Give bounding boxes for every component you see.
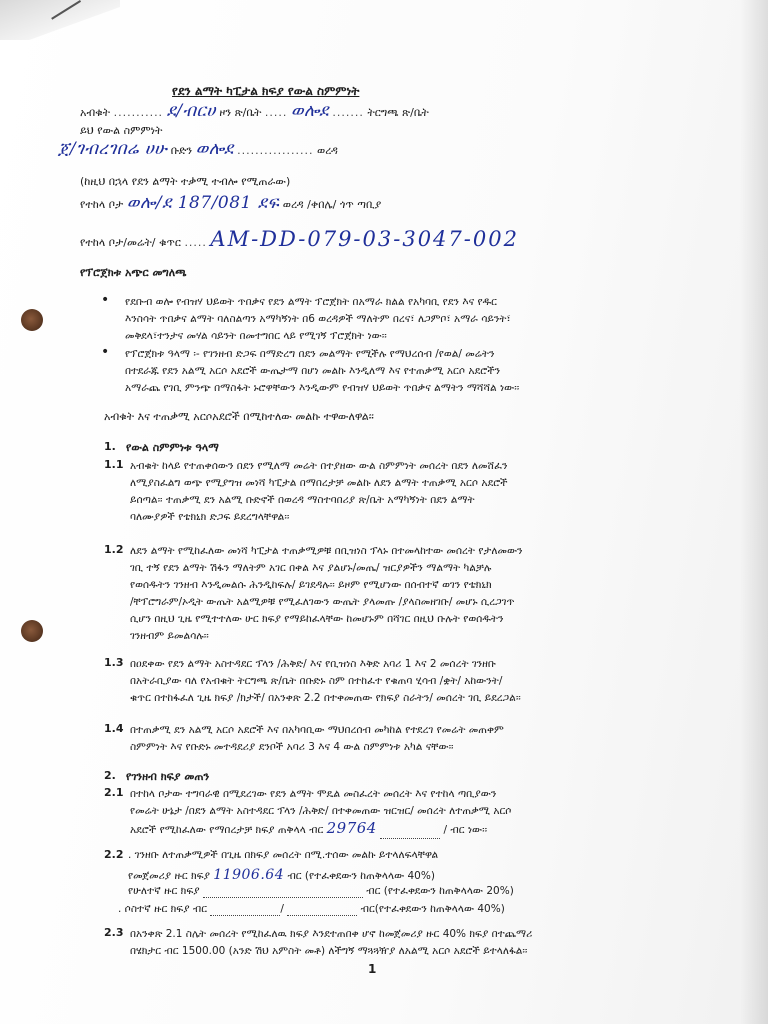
header-line-3 [58, 139, 338, 159]
woreda-label: ወረዳ [317, 144, 338, 157]
text-line: በአትራቢያው ባለ የአብቁት ትርግጫ ጽ/ቤት በቡድኑ ስም በተከፈተ የቁጠባ ሂሳብ /ቋት/ አከውንት/ [130, 675, 503, 687]
section-heading: የገንዘብ ክፍያ መጠን [126, 770, 210, 783]
header-line-5 [80, 193, 382, 213]
site-label: የተከላ ቦታ [80, 198, 124, 211]
text-line: ገቢ ተኝ የደን ልማት ሽፋን ማለትም አገር በቀል እና ያልሆኑ/መጤ/ ዝርያዎችን ማልማት ካልቻሉ [130, 562, 492, 574]
dotted-blank: ....... [332, 106, 364, 119]
dotted-blank: ........... [113, 106, 164, 119]
installment-row-3: . ሶስተኛ ዙር ክፍያ ብር / ብር(የተፈቀደውን ከጠቅላላው 40%) [118, 903, 505, 915]
text-line: ለደን ልማት የሚከፈለው መነሻ ካፒታል ተጠቃሚዎቹ በቢዝነስ ፕላኑ በተመላከተው መሰረት የታለመውን [130, 545, 523, 557]
text-line: ለሚያስፈልግ ወጭ የሚያግዝ መነሻ ካፒታል በማበረታቻ መልኩ ለደን ልማት ተጠቃሚ አርሶ አደሮች [130, 477, 508, 489]
clause-1-1 [130, 458, 690, 526]
clause-number: 1.1 [104, 458, 124, 471]
text-line: ይሰጣል፡፡ ተጠቃሚ ደን አልሚ ቡድኖች በወረዳ ማስተባበሪያ ጽ/ቤት አማካኝነት በደን ልማት [130, 494, 475, 506]
clause-number: 2.1 [104, 786, 124, 799]
office-label: ትርግጫ ጽ/ቤት [367, 106, 429, 119]
section-heading: የውል ስምምነቱ ዓላማ [126, 441, 219, 454]
amount-blank [380, 838, 440, 839]
text-line: አማራጨ የገቢ ምንጭ በማስፋት ኑሮዋቸውን እንዲውም የብዝሃ ህይወት ጥበቃና ልማትን ማሻሻል ነው፡፡ [125, 382, 520, 394]
amount-blank [203, 897, 363, 898]
clause-1-3 [130, 656, 690, 707]
section-number: 2. [104, 769, 116, 782]
text-line: ስምምነት እና የቡድኑ መተዳደሪያ ደንቦች አባሪ 3 እና 4 ውል ስምምነቱ አካል ናቸው፡፡ [130, 741, 454, 753]
bullet-paragraph-2 [125, 346, 700, 397]
section-number: 1. [104, 440, 116, 453]
text-fragment: / ብር ነው፡፡ [443, 824, 488, 836]
handwritten-beneficiary-name: ጀ/ገብረገበሬ ሀሁ [58, 139, 168, 159]
text-line: የደቡብ ወሎ የብዝሃ ህይወት ጥበቃና የደን ልማት ፕሮጀክት በአማራ ክልል የአካባቢ የደን እና የዱር [125, 296, 497, 308]
team-label: ቡድን [170, 144, 193, 157]
text-line: የመሬት ሁኔታ /በደን ልማት አስተዳደር ፕላን /ሕቅድ/ በተቀመጠው ዝርዝር/ መሰረት ለተጠቃሚ አርሶ [130, 805, 512, 817]
amount-blank [210, 915, 280, 916]
handwritten-zone: ወሎደ [290, 101, 329, 121]
header-line-6 [80, 227, 519, 251]
party-label: አብቁት [80, 106, 111, 119]
bullet-paragraph-1 [125, 294, 700, 345]
text-line [130, 820, 690, 839]
clause-1-4 [130, 722, 690, 756]
installment-percent: ብር(የተፈቀደውን ከጠቅላላው 40%) [360, 903, 505, 915]
text-line: ሲሆን በዚህ ጊዜ የሚተተለው ሁር ክፍያ የማይከፈላቸው ከመሆኑም በሻገር በዚህ ቡሉት የወሰዱትን [130, 613, 504, 625]
text-line: አብቁት ከላይ የተጠቀሰውን በደን የሚለማ መሬት በተያዘው ውል ስምምነት መሰረት በደን ለመሸፈን [130, 460, 508, 472]
clause-2-3 [130, 926, 690, 960]
punch-hole [21, 309, 43, 331]
document-title: የደን ልማት ካፒታል ክፍያ የውል ስምምነት [172, 84, 360, 98]
text-line: በሄክታር ብር 1500.00 (አንድ ሽህ አምስት መቶ) ለችግኝ ማጓጓዥያ ለአልሚ አርሶ አደሮች ይተላለፋል፡፡ [130, 945, 528, 957]
text-line: እንስሳት ጥበቃና ልማት ባለስልጣን አማካኝነት በ6 ወረዳዎች ማለትም በረና፣ ለጋምቦ፣ አማራ ሳይንት፣ [125, 313, 511, 325]
text-line: በዐደቀው የደን ልማት አስተዳደር ፕላን /ሕቅድ/ እና የቢዝነስ እቅድ አባሪ 1 እና 2 መሰረት ገንዘቡ [130, 658, 497, 670]
installment-percent: ብር (የተፈቀደውን ከጠቅላላው 40%) [287, 870, 435, 882]
handwritten-plot-number: AM-DD-079-03-3047-002 [210, 227, 519, 251]
header-line-2: ይህ የውል ስምምነት [80, 124, 163, 137]
handwritten-site: ወሎ/ደ 187/081 ደፍ [126, 193, 280, 213]
handwritten-team: ወሎደ [195, 139, 234, 159]
bullet-dot: • [101, 292, 110, 308]
clause-number: 1.3 [104, 656, 124, 669]
page-number: 1 [368, 962, 377, 976]
installment-label: የሁለተኛ ዙር ክፍያ [128, 885, 200, 897]
dotted-blank: ................. [237, 144, 314, 157]
text-line: የፕሮጀክቱ ዓላማ ፡- የገንዘብ ድጋፍ በማድረግ በደን መልማት የሚችሉ የማህረሰብ /የወል/ መሬትን [125, 348, 495, 360]
header-line-1 [80, 101, 429, 121]
text-line: በአንቀጽ 2.1 ስሌት መሰረት የሚከፈለዉ ክፍያ እንደተጠበቀ ሆኖ ከመጀመሪያ ዙር 40% ክፍያ በተጨማሪ [130, 928, 533, 940]
text-line: የወሰዱትን ገንዘብ እንዲመልሱ ሕንዲከፍሉ/ ይገደዳሉ፡፡ ይዞም የሚሆነው በሰብተኛ ወገን የቴክኒክ [130, 579, 492, 591]
handwritten-first-installment: 11906.64 [213, 867, 285, 883]
handwritten-total-amount: 29764 [326, 820, 377, 837]
bullet-dot: • [101, 344, 110, 360]
text-line: በተከላ ቦታው ተግባራዊ በሚደረገው የደን ልማት ሞዴል መስፈረት መሰረት እና የተከላ ጣቢያውን [130, 788, 497, 800]
clause-number: 2.3 [104, 926, 124, 939]
dotted-blank: ..... [264, 106, 288, 119]
text-line: ቁጥር በተከፋፈለ ጊዜ ክፍያ /ክታች/ በአንቀጽ 2.2 በተቀመጠው የክፍያ ስራትን/ መሰረት ገቢ ይደረጋል፡፡ [130, 692, 521, 704]
total-amount-label: አደሮች የሚከፈለው የማበረታቻ ክፍያ ጠቅላላ ብር [130, 824, 324, 836]
installment-row-1 [128, 867, 435, 883]
page-edge-shadow [740, 0, 768, 1024]
clause-number: 2.2 [104, 848, 124, 861]
project-summary-heading: የፕሮጀክቱ አጭር መግለጫ [80, 266, 187, 279]
text-line: /ቸፕሮግራም/ኦዲት ውጤት አልሚዎቹ የሚፈለገውን ውጤት ያላመጡ /ያላስመዘገቡ/ መሆኑ ሲረጋገጥ [130, 596, 515, 608]
text-line: ገንዘብም ይመልሳሉ፡፡ [130, 630, 209, 642]
plot-number-label: የተከላ ቦታ/መሬት/ ቁጥር [80, 236, 181, 249]
clause-number: 1.4 [104, 722, 124, 735]
clause-1-2 [130, 543, 690, 645]
installment-label: የመጀመሪያ ዙር ክፍያ [128, 870, 210, 882]
clause-2-2-title: . ገንዘቡ ለተጠቃሚዎች በጊዜ በክፍያ መሰረት በሚ.ተሰው መልኩ ይተላለፍላቸዋል [128, 849, 439, 861]
installment-label: . ሶስተኛ ዙር ክፍያ ብር [118, 903, 208, 915]
zone-label: ዞን ጽ/ቤት [219, 106, 262, 119]
intro-sentence: አብቁት እና ተጠቃሚ አርሶአደሮች በሚከተለው መልኩ ተዋውለዋል፡፡ [104, 410, 374, 423]
text-line: መቅደላ፣ተንታና መሃል ሳይንት በመተግበር ላይ የሚገኝ ፕሮጀክት ነው፡፡ [125, 330, 387, 342]
dotted-blank: ..... [184, 236, 207, 249]
text-line: በተጠቃሚ ደን አልሚ አርሶ አደሮች እና በአካባቢው ማህበረሰብ መካከል የተደረገ የመሬት መጠቀም [130, 724, 504, 736]
clause-number: 1.2 [104, 543, 124, 556]
amount-blank [287, 915, 357, 916]
installment-percent: ብር (የተፈቀደውን ከጠቅላላው 20%) [366, 885, 514, 897]
clause-2-1 [130, 786, 690, 839]
installment-row-2 [128, 885, 514, 898]
handwritten-party-name: ደ/ብርሀ [166, 101, 216, 121]
text-line: ባለሙያዎች የቴክኒክ ድጋፍ ይደረግላቸዋል፡፡ [130, 511, 290, 523]
site-location-label: ወረዳ /ቀበሌ/ ጎጥ ጣቢያ [282, 198, 382, 211]
folded-corner [0, 0, 120, 40]
text-line: በተደራጁ የደን አልሚ አርሶ አደሮች ውጤታማ በሆነ መልኩ እንዲለማ እና የተጠቃሚ አርሶ አደሮችን [125, 365, 501, 377]
punch-hole [21, 620, 43, 642]
header-line-4: (ከዚህ በኋላ የደን ልማት ተቃሚ ተብሎ የሚጠራው) [80, 175, 291, 188]
